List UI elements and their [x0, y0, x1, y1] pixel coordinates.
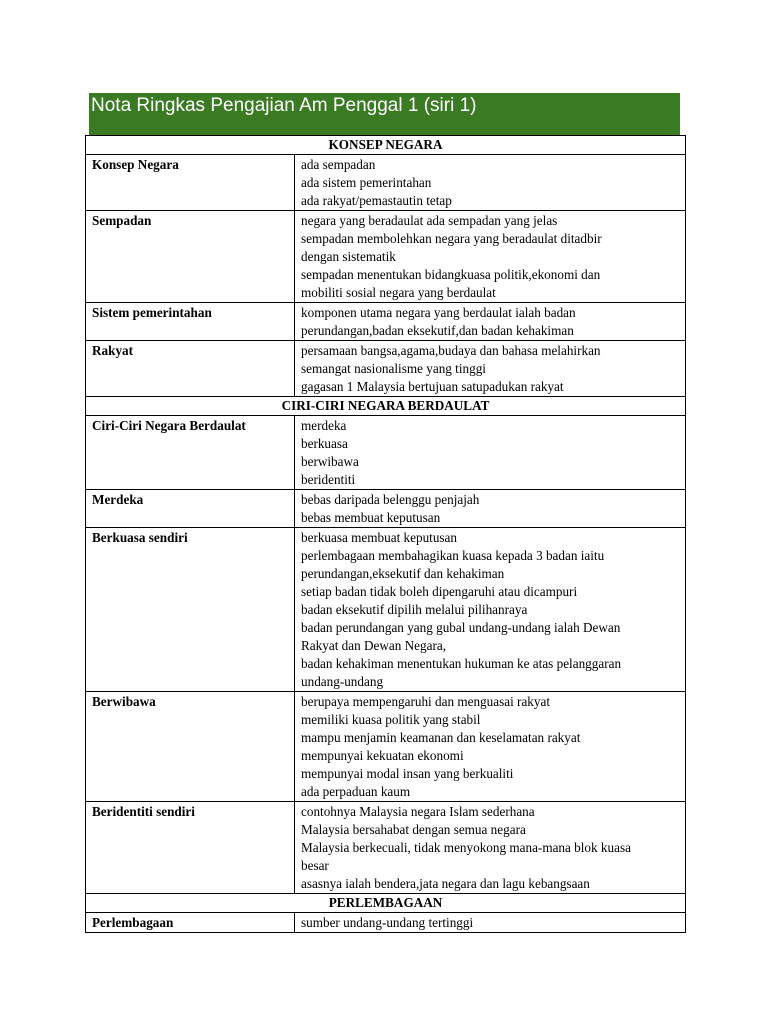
description-line: mempunyai kekuatan ekonomi [301, 748, 464, 763]
row-description [295, 490, 686, 528]
notes-table [85, 135, 686, 933]
row-label: Berkuasa sendiri [86, 528, 295, 692]
row-label: Konsep Negara [86, 155, 295, 211]
description-line: ada rakyat/pemastautin tetap [301, 193, 452, 208]
table-row [86, 155, 686, 211]
description-line: sempadan membolehkan negara yang beradaulat ditadbir [301, 231, 602, 246]
description-line: contohnya Malaysia negara Islam sederhana [301, 804, 535, 819]
row-description [295, 303, 686, 341]
row-label: Sempadan [86, 211, 295, 303]
document-title: Nota Ringkas Pengajian Am Penggal 1 (siri 1) [91, 95, 477, 116]
description-line: beridentiti [301, 472, 356, 487]
description-line: bebas daripada belenggu penjajah [301, 492, 480, 507]
section-heading-row [86, 136, 686, 155]
description-line: undang-undang [301, 674, 384, 689]
table-row [86, 416, 686, 490]
row-label: Perlembagaan [86, 913, 295, 933]
description-line: persamaan bangsa,agama,budaya dan bahasa melahirkan [301, 343, 601, 358]
table-row [86, 692, 686, 802]
row-label: Rakyat [86, 341, 295, 397]
description-line: badan kehakiman menentukan hukuman ke atas pelanggaran [301, 656, 622, 671]
description-line: ada perpaduan kaum [301, 784, 411, 799]
row-description [295, 802, 686, 894]
section-heading-row [86, 894, 686, 913]
description-line: asasnya ialah bendera,jata negara dan lagu kebangsaan [301, 876, 590, 891]
table-row [86, 528, 686, 692]
description-line: setiap badan tidak boleh dipengaruhi atau dicampuri [301, 584, 578, 599]
row-description [295, 913, 686, 933]
description-line: merdeka [301, 418, 347, 433]
description-line: berkuasa [301, 436, 348, 451]
table-row [86, 802, 686, 894]
description-line: berupaya mempengaruhi dan menguasai rakyat [301, 694, 550, 709]
description-line: perundangan,badan eksekutif,dan badan kehakiman [301, 323, 574, 338]
description-line: ada sempadan [301, 157, 376, 172]
description-line: badan perundangan yang gubal undang-undang ialah Dewan [301, 620, 621, 635]
row-description [295, 155, 686, 211]
description-line: mempunyai modal insan yang berkualiti [301, 766, 514, 781]
row-description [295, 528, 686, 692]
description-line: perundangan,eksekutif dan kehakiman [301, 566, 505, 581]
row-description [295, 416, 686, 490]
description-line: mobiliti sosial negara yang berdaulat [301, 285, 496, 300]
description-line: sumber undang-undang tertinggi [301, 915, 474, 930]
description-line: komponen utama negara yang berdaulat ialah badan [301, 305, 576, 320]
description-line: semangat nasionalisme yang tinggi [301, 361, 486, 376]
description-line: berwibawa [301, 454, 359, 469]
section-heading: KONSEP NEGARA [86, 136, 686, 155]
table-row [86, 490, 686, 528]
description-line: badan eksekutif dipilih melalui pilihanraya [301, 602, 528, 617]
section-heading: PERLEMBAGAAN [86, 894, 686, 913]
description-line: gagasan 1 Malaysia bertujuan satupadukan rakyat [301, 379, 564, 394]
section-heading-row [86, 397, 686, 416]
row-description [295, 692, 686, 802]
row-description [295, 211, 686, 303]
title-banner [89, 93, 680, 135]
section-heading: CIRI-CIRI NEGARA BERDAULAT [86, 397, 686, 416]
row-label: Merdeka [86, 490, 295, 528]
description-line: Malaysia bersahabat dengan semua negara [301, 822, 526, 837]
row-label: Beridentiti sendiri [86, 802, 295, 894]
description-line: bebas membuat keputusan [301, 510, 441, 525]
description-line: perlembagaan membahagikan kuasa kepada 3 badan iaitu [301, 548, 605, 563]
table-row [86, 303, 686, 341]
table-row [86, 211, 686, 303]
row-label: Sistem pemerintahan [86, 303, 295, 341]
description-line: sempadan menentukan bidangkuasa politik,ekonomi dan [301, 267, 601, 282]
description-line: berkuasa membuat keputusan [301, 530, 458, 545]
table-row [86, 913, 686, 933]
description-line: besar [301, 858, 329, 873]
description-line: memiliki kuasa politik yang stabil [301, 712, 481, 727]
notes-table-body [86, 136, 686, 933]
description-line: Malaysia berkecuali, tidak menyokong mana-mana blok kuasa [301, 840, 631, 855]
row-description [295, 341, 686, 397]
description-line: dengan sistematik [301, 249, 396, 264]
description-line: ada sistem pemerintahan [301, 175, 432, 190]
table-row [86, 341, 686, 397]
description-line: mampu menjamin keamanan dan keselamatan rakyat [301, 730, 581, 745]
row-label: Ciri-Ciri Negara Berdaulat [86, 416, 295, 490]
description-line: Rakyat dan Dewan Negara, [301, 638, 446, 653]
description-line: negara yang beradaulat ada sempadan yang jelas [301, 213, 558, 228]
row-label: Berwibawa [86, 692, 295, 802]
